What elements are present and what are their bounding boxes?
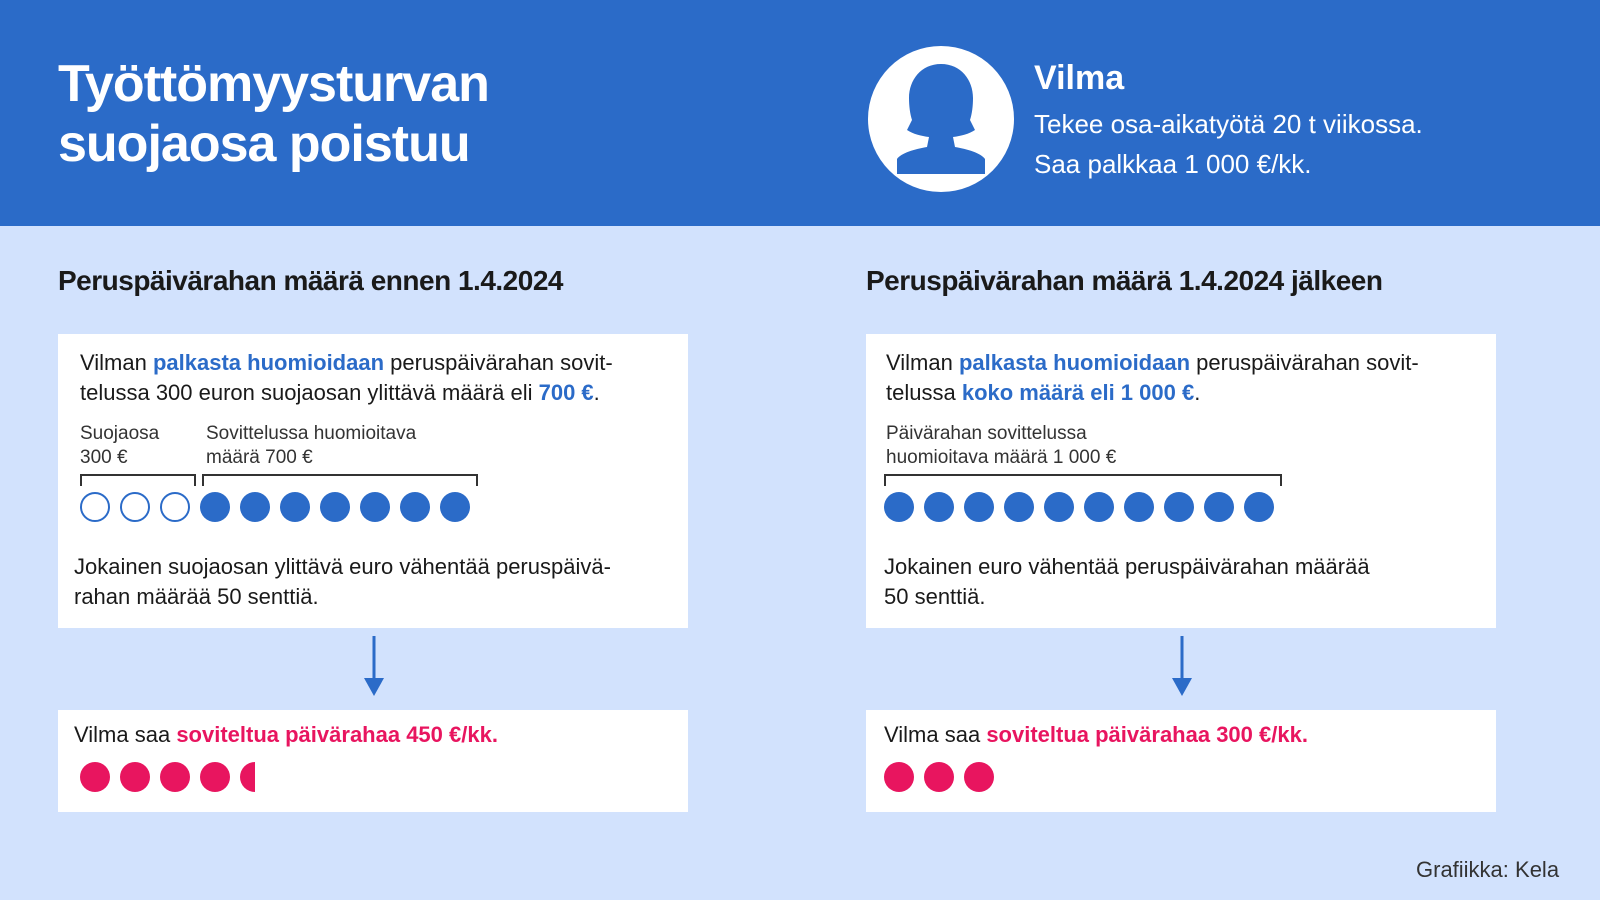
before-intro-line-1 [80,348,613,378]
highlight-text: palkasta huomioidaan [958,350,1191,375]
before-note-line-1: Jokainen suojaosan ylittävä euro vähentää peruspäivä- [74,554,611,579]
text-segment: Vilman [886,350,959,375]
bracket-counted [884,474,1282,486]
before-result-card [58,710,688,812]
counted-euro-dot [964,492,994,522]
protected-euro-dot [120,492,150,522]
label-counted-amount [206,422,416,470]
highlight-result: soviteltua päivärahaa 300 €/kk. [986,722,1308,747]
before-result-text [74,720,498,750]
after-result-dots [884,762,994,792]
after-note-line-1: Jokainen euro vähentää peruspäivärahan määrää [884,554,1370,579]
person-description-2: Saa palkkaa 1 000 €/kk. [1034,149,1312,179]
text-segment: peruspäivärahan sovit- [1190,350,1419,375]
counted-euro-dot [200,492,230,522]
benefit-euro-dot [80,762,110,792]
counted-euro-dot [1084,492,1114,522]
counted-euro-dot [440,492,470,522]
title-line-2: suojaosa poistuu [58,115,470,173]
highlight-amount: 700 € [538,380,594,405]
counted-euro-dot [884,492,914,522]
counted-euro-dot [320,492,350,522]
after-note-line-2: 50 senttiä. [884,584,986,609]
benefit-euro-dot [924,762,954,792]
counted-euro-dot [280,492,310,522]
text-segment: Vilma saa [884,722,987,747]
counted-euro-dot [1244,492,1274,522]
highlight-result: soviteltua päivärahaa 450 €/kk. [176,722,498,747]
down-arrow-icon [362,636,386,698]
before-result-dots [80,762,255,792]
person-description-1: Tekee osa-aikatyötä 20 t viikossa. [1034,109,1423,139]
after-intro-line-2 [886,378,1200,408]
counted-euro-dot [1004,492,1034,522]
down-arrow-icon [1170,636,1194,698]
bracket-protected [80,474,196,486]
label-line: määrä 700 € [206,447,313,468]
label-line: 300 € [80,447,128,468]
counted-euro-dot [1044,492,1074,522]
label-protected-amount [80,422,159,470]
counted-euro-dot [240,492,270,522]
person-silhouette-icon [868,46,1014,192]
before-intro-line-2 [80,378,600,408]
counted-euro-dot [1164,492,1194,522]
counted-euro-dot [360,492,390,522]
protected-euro-dot [80,492,110,522]
highlight-amount: koko määrä eli 1 000 € [961,380,1195,405]
after-result-text [884,720,1308,750]
label-line: Suojaosa [80,423,160,444]
protected-euro-dot [160,492,190,522]
label-line: huomioitava määrä 1 000 € [886,447,1117,468]
text-segment: telussa 300 euron suojaosan ylittävä määrä eli [80,380,539,405]
credit-text: Grafiikka: Kela [1416,857,1560,882]
label-counted-amount [886,422,1116,470]
bracket-counted [202,474,478,486]
after-result-card [866,710,1496,812]
text-segment: peruspäivärahan sovit- [384,350,613,375]
benefit-euro-dot-half [240,762,255,792]
before-euro-dots [80,492,470,522]
text-segment: . [1194,380,1201,405]
benefit-euro-dot [964,762,994,792]
benefit-euro-dot [120,762,150,792]
counted-euro-dot [924,492,954,522]
highlight-text: palkasta huomioidaan [152,350,385,375]
counted-euro-dot [1204,492,1234,522]
header-banner [0,0,1600,226]
before-section-title: Peruspäivärahan määrä ennen 1.4.2024 [58,265,563,296]
benefit-euro-dot [160,762,190,792]
counted-euro-dot [1124,492,1154,522]
text-segment: Vilma saa [74,722,177,747]
after-euro-dots [884,492,1274,522]
label-line: Päivärahan sovittelussa [886,423,1087,444]
benefit-euro-dot [884,762,914,792]
before-explanation-card [58,334,688,628]
text-segment: telussa [886,380,962,405]
person-name: Vilma [1034,59,1125,97]
after-intro-line-1 [886,348,1419,378]
after-explanation-card [866,334,1496,628]
text-segment: . [593,380,600,405]
before-note-line-2: rahan määrää 50 senttiä. [74,584,319,609]
after-section-title: Peruspäivärahan määrä 1.4.2024 jälkeen [866,265,1383,296]
benefit-euro-dot [200,762,230,792]
page-title [58,54,489,174]
label-line: Sovittelussa huomioitava [206,423,417,444]
counted-euro-dot [400,492,430,522]
title-line-1: Työttömyysturvan [58,55,489,113]
text-segment: Vilman [80,350,153,375]
